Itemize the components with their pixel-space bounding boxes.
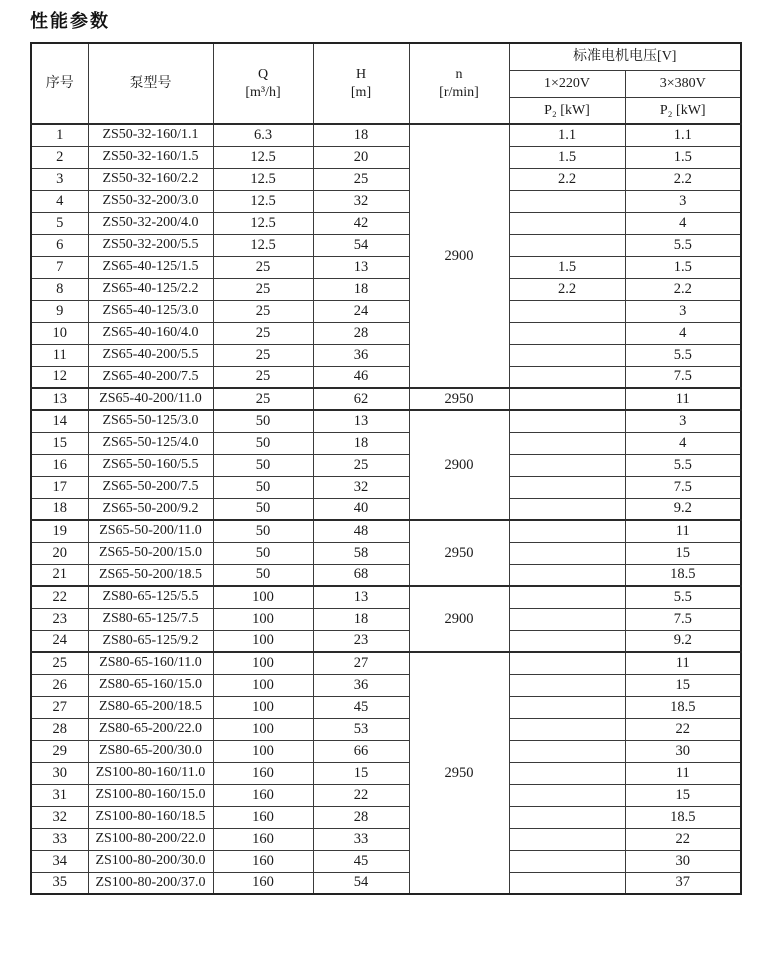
pump-model-cell: ZS50-32-200/5.5 bbox=[88, 234, 213, 256]
head-h-cell: 28 bbox=[313, 806, 409, 828]
table-row bbox=[31, 542, 741, 564]
head-h-cell: 68 bbox=[313, 564, 409, 586]
p2-380v-cell: 7.5 bbox=[625, 476, 741, 498]
p2-380v-cell: 30 bbox=[625, 740, 741, 762]
head-h-cell: 18 bbox=[313, 124, 409, 146]
table-row bbox=[31, 168, 741, 190]
col-header-flow bbox=[213, 43, 313, 124]
table-row bbox=[31, 498, 741, 520]
table-row bbox=[31, 608, 741, 630]
col-header-index: 序号 bbox=[31, 43, 88, 124]
row-index-cell: 2 bbox=[31, 146, 88, 168]
flow-q-cell: 50 bbox=[213, 410, 313, 432]
pump-model-cell: ZS65-40-125/1.5 bbox=[88, 256, 213, 278]
head-h-cell: 25 bbox=[313, 454, 409, 476]
pump-model-cell: ZS65-40-200/11.0 bbox=[88, 388, 213, 410]
flow-q-cell: 160 bbox=[213, 806, 313, 828]
p2-220v-cell bbox=[509, 366, 625, 388]
table-row bbox=[31, 850, 741, 872]
head-h-cell: 28 bbox=[313, 322, 409, 344]
table-row bbox=[31, 278, 741, 300]
p2-380v-cell: 18.5 bbox=[625, 696, 741, 718]
flow-q-cell: 25 bbox=[213, 278, 313, 300]
row-index-cell: 23 bbox=[31, 608, 88, 630]
p2-220v-cell bbox=[509, 872, 625, 894]
speed-n-cell: 2900 bbox=[409, 124, 509, 388]
p2-380v-cell: 37 bbox=[625, 872, 741, 894]
flow-q-cell: 100 bbox=[213, 586, 313, 608]
table-row bbox=[31, 124, 741, 146]
row-index-cell: 18 bbox=[31, 498, 88, 520]
row-index-cell: 24 bbox=[31, 630, 88, 652]
table-row bbox=[31, 476, 741, 498]
flow-q-cell: 50 bbox=[213, 520, 313, 542]
table-row bbox=[31, 652, 741, 674]
table-row bbox=[31, 300, 741, 322]
p2-220v-cell bbox=[509, 542, 625, 564]
col-header-220v: 1×220V bbox=[509, 70, 625, 97]
p2-380v-cell: 4 bbox=[625, 212, 741, 234]
flow-q-cell: 160 bbox=[213, 850, 313, 872]
table-row bbox=[31, 564, 741, 586]
p2-220v-cell bbox=[509, 652, 625, 674]
pump-model-cell: ZS80-65-125/5.5 bbox=[88, 586, 213, 608]
pump-model-cell: ZS100-80-200/30.0 bbox=[88, 850, 213, 872]
pump-model-cell: ZS65-40-200/5.5 bbox=[88, 344, 213, 366]
row-index-cell: 3 bbox=[31, 168, 88, 190]
p2-380v-cell: 1.1 bbox=[625, 124, 741, 146]
p2-220v-cell: 2.2 bbox=[509, 168, 625, 190]
pump-model-cell: ZS100-80-160/18.5 bbox=[88, 806, 213, 828]
flow-q-cell: 12.5 bbox=[213, 168, 313, 190]
head-h-cell: 46 bbox=[313, 366, 409, 388]
p2-380v-cell: 11 bbox=[625, 520, 741, 542]
speed-n-cell: 2950 bbox=[409, 652, 509, 894]
pump-model-cell: ZS100-80-160/11.0 bbox=[88, 762, 213, 784]
p2-380v-cell: 2.2 bbox=[625, 278, 741, 300]
p2-220v-cell bbox=[509, 234, 625, 256]
flow-q-cell: 50 bbox=[213, 564, 313, 586]
table-row bbox=[31, 256, 741, 278]
col-header-p2-220v: P₂ [kW] bbox=[509, 97, 625, 124]
flow-q-cell: 100 bbox=[213, 652, 313, 674]
table-row bbox=[31, 432, 741, 454]
p2-220v-cell bbox=[509, 498, 625, 520]
flow-q-cell: 12.5 bbox=[213, 212, 313, 234]
table-row bbox=[31, 410, 741, 432]
row-index-cell: 17 bbox=[31, 476, 88, 498]
p2-380v-cell: 30 bbox=[625, 850, 741, 872]
head-h-cell: 22 bbox=[313, 784, 409, 806]
row-index-cell: 22 bbox=[31, 586, 88, 608]
table-row bbox=[31, 190, 741, 212]
head-h-cell: 45 bbox=[313, 696, 409, 718]
p2-380v-cell: 7.5 bbox=[625, 366, 741, 388]
col-header-speed bbox=[409, 43, 509, 124]
flow-q-cell: 25 bbox=[213, 344, 313, 366]
head-h-cell: 18 bbox=[313, 608, 409, 630]
row-index-cell: 12 bbox=[31, 366, 88, 388]
table-row bbox=[31, 740, 741, 762]
table-row bbox=[31, 212, 741, 234]
head-h-cell: 27 bbox=[313, 652, 409, 674]
pump-model-cell: ZS65-40-125/2.2 bbox=[88, 278, 213, 300]
head-h-cell: 62 bbox=[313, 388, 409, 410]
pump-model-cell: ZS50-32-160/1.1 bbox=[88, 124, 213, 146]
p2-380v-cell: 18.5 bbox=[625, 806, 741, 828]
p2-220v-cell bbox=[509, 828, 625, 850]
p2-220v-cell: 1.1 bbox=[509, 124, 625, 146]
pump-model-cell: ZS80-65-200/22.0 bbox=[88, 718, 213, 740]
p2-380v-cell: 2.2 bbox=[625, 168, 741, 190]
table-row bbox=[31, 828, 741, 850]
row-index-cell: 28 bbox=[31, 718, 88, 740]
row-index-cell: 33 bbox=[31, 828, 88, 850]
row-index-cell: 29 bbox=[31, 740, 88, 762]
row-index-cell: 13 bbox=[31, 388, 88, 410]
row-index-cell: 8 bbox=[31, 278, 88, 300]
flow-q-cell: 50 bbox=[213, 454, 313, 476]
p2-220v-cell bbox=[509, 630, 625, 652]
p2-380v-cell: 5.5 bbox=[625, 586, 741, 608]
p2-380v-cell: 5.5 bbox=[625, 454, 741, 476]
pump-model-cell: ZS50-32-200/3.0 bbox=[88, 190, 213, 212]
row-index-cell: 16 bbox=[31, 454, 88, 476]
row-index-cell: 14 bbox=[31, 410, 88, 432]
head-h-cell: 25 bbox=[313, 168, 409, 190]
speed-n-cell: 2900 bbox=[409, 586, 509, 652]
pump-model-cell: ZS50-32-160/1.5 bbox=[88, 146, 213, 168]
table-row bbox=[31, 146, 741, 168]
flow-q-cell: 50 bbox=[213, 432, 313, 454]
pump-model-cell: ZS100-80-200/22.0 bbox=[88, 828, 213, 850]
head-h-cell: 15 bbox=[313, 762, 409, 784]
head-h-cell: 13 bbox=[313, 256, 409, 278]
pump-model-cell: ZS65-50-200/15.0 bbox=[88, 542, 213, 564]
head-h-cell: 13 bbox=[313, 410, 409, 432]
pump-model-cell: ZS50-32-160/2.2 bbox=[88, 168, 213, 190]
pump-model-cell: ZS65-50-200/11.0 bbox=[88, 520, 213, 542]
row-index-cell: 25 bbox=[31, 652, 88, 674]
row-index-cell: 32 bbox=[31, 806, 88, 828]
table-row bbox=[31, 696, 741, 718]
row-index-cell: 34 bbox=[31, 850, 88, 872]
flow-q-cell: 25 bbox=[213, 300, 313, 322]
flow-q-cell: 12.5 bbox=[213, 146, 313, 168]
table-body bbox=[31, 124, 741, 894]
p2-220v-cell: 1.5 bbox=[509, 146, 625, 168]
head-h-cell: 66 bbox=[313, 740, 409, 762]
p2-220v-cell bbox=[509, 806, 625, 828]
p2-380v-cell: 1.5 bbox=[625, 256, 741, 278]
p2-380v-cell: 11 bbox=[625, 762, 741, 784]
speed-symbol: n bbox=[455, 67, 463, 82]
col-header-head bbox=[313, 43, 409, 124]
flow-q-cell: 6.3 bbox=[213, 124, 313, 146]
pump-model-cell: ZS80-65-125/7.5 bbox=[88, 608, 213, 630]
performance-parameters-table bbox=[30, 42, 742, 895]
head-h-cell: 42 bbox=[313, 212, 409, 234]
flow-q-cell: 100 bbox=[213, 630, 313, 652]
row-index-cell: 19 bbox=[31, 520, 88, 542]
flow-q-cell: 100 bbox=[213, 674, 313, 696]
table-row bbox=[31, 234, 741, 256]
p2-380v-cell: 3 bbox=[625, 190, 741, 212]
row-index-cell: 4 bbox=[31, 190, 88, 212]
head-h-cell: 53 bbox=[313, 718, 409, 740]
p2-220v-cell bbox=[509, 718, 625, 740]
pump-model-cell: ZS65-50-125/4.0 bbox=[88, 432, 213, 454]
pump-model-cell: ZS65-50-200/7.5 bbox=[88, 476, 213, 498]
head-h-cell: 33 bbox=[313, 828, 409, 850]
head-symbol: H bbox=[355, 67, 367, 82]
p2-220v-cell bbox=[509, 740, 625, 762]
flow-q-cell: 25 bbox=[213, 322, 313, 344]
row-index-cell: 7 bbox=[31, 256, 88, 278]
speed-n-cell: 2900 bbox=[409, 410, 509, 520]
head-h-cell: 58 bbox=[313, 542, 409, 564]
p2-220v-cell bbox=[509, 454, 625, 476]
p2-220v-cell bbox=[509, 696, 625, 718]
row-index-cell: 26 bbox=[31, 674, 88, 696]
flow-q-cell: 12.5 bbox=[213, 190, 313, 212]
p2-220v-cell bbox=[509, 608, 625, 630]
row-index-cell: 9 bbox=[31, 300, 88, 322]
flow-q-cell: 25 bbox=[213, 388, 313, 410]
head-h-cell: 32 bbox=[313, 190, 409, 212]
pump-model-cell: ZS65-50-125/3.0 bbox=[88, 410, 213, 432]
p2-380v-cell: 22 bbox=[625, 718, 741, 740]
p2-220v-cell: 2.2 bbox=[509, 278, 625, 300]
speed-n-cell: 2950 bbox=[409, 520, 509, 586]
p2-380v-cell: 4 bbox=[625, 322, 741, 344]
p2-380v-cell: 18.5 bbox=[625, 564, 741, 586]
row-index-cell: 10 bbox=[31, 322, 88, 344]
head-h-cell: 32 bbox=[313, 476, 409, 498]
p2-220v-cell bbox=[509, 388, 625, 410]
pump-model-cell: ZS65-50-200/18.5 bbox=[88, 564, 213, 586]
p2-220v-cell bbox=[509, 762, 625, 784]
head-h-cell: 54 bbox=[313, 234, 409, 256]
p2-220v-cell bbox=[509, 586, 625, 608]
table-row bbox=[31, 520, 741, 542]
p2-220v-cell bbox=[509, 432, 625, 454]
row-index-cell: 11 bbox=[31, 344, 88, 366]
row-index-cell: 35 bbox=[31, 872, 88, 894]
pump-model-cell: ZS65-40-200/7.5 bbox=[88, 366, 213, 388]
p2-380v-cell: 5.5 bbox=[625, 344, 741, 366]
table-row bbox=[31, 806, 741, 828]
table-row bbox=[31, 366, 741, 388]
flow-q-cell: 160 bbox=[213, 872, 313, 894]
p2-220v-cell bbox=[509, 344, 625, 366]
flow-q-cell: 50 bbox=[213, 476, 313, 498]
pump-model-cell: ZS80-65-160/15.0 bbox=[88, 674, 213, 696]
flow-q-cell: 25 bbox=[213, 256, 313, 278]
p2-220v-cell bbox=[509, 784, 625, 806]
flow-q-cell: 100 bbox=[213, 740, 313, 762]
row-index-cell: 31 bbox=[31, 784, 88, 806]
flow-q-cell: 160 bbox=[213, 828, 313, 850]
flow-q-cell: 100 bbox=[213, 696, 313, 718]
table-row bbox=[31, 630, 741, 652]
row-index-cell: 1 bbox=[31, 124, 88, 146]
p2-220v-cell bbox=[509, 850, 625, 872]
head-h-cell: 23 bbox=[313, 630, 409, 652]
p2-380v-cell: 5.5 bbox=[625, 234, 741, 256]
flow-q-cell: 160 bbox=[213, 784, 313, 806]
p2-220v-cell bbox=[509, 190, 625, 212]
p2-380v-cell: 4 bbox=[625, 432, 741, 454]
table-header bbox=[31, 43, 741, 124]
pump-model-cell: ZS100-80-200/37.0 bbox=[88, 872, 213, 894]
row-index-cell: 30 bbox=[31, 762, 88, 784]
pump-model-cell: ZS80-65-125/9.2 bbox=[88, 630, 213, 652]
p2-380v-cell: 22 bbox=[625, 828, 741, 850]
head-h-cell: 24 bbox=[313, 300, 409, 322]
head-h-cell: 20 bbox=[313, 146, 409, 168]
pump-model-cell: ZS65-40-125/3.0 bbox=[88, 300, 213, 322]
table-row bbox=[31, 344, 741, 366]
pump-model-cell: ZS65-40-160/4.0 bbox=[88, 322, 213, 344]
col-header-model: 泵型号 bbox=[88, 43, 213, 124]
flow-q-cell: 50 bbox=[213, 542, 313, 564]
flow-q-cell: 100 bbox=[213, 718, 313, 740]
p2-220v-cell: 1.5 bbox=[509, 256, 625, 278]
col-header-voltage-group: 标准电机电压[V] bbox=[509, 43, 741, 70]
table-row bbox=[31, 674, 741, 696]
head-h-cell: 36 bbox=[313, 344, 409, 366]
col-header-p2-380v: P₂ [kW] bbox=[625, 97, 741, 124]
p2-220v-cell bbox=[509, 212, 625, 234]
head-unit: [m] bbox=[350, 84, 372, 100]
table-row bbox=[31, 322, 741, 344]
row-index-cell: 15 bbox=[31, 432, 88, 454]
pump-model-cell: ZS65-50-160/5.5 bbox=[88, 454, 213, 476]
pump-model-cell: ZS80-65-200/30.0 bbox=[88, 740, 213, 762]
p2-380v-cell: 9.2 bbox=[625, 498, 741, 520]
p2-380v-cell: 3 bbox=[625, 300, 741, 322]
flow-q-cell: 100 bbox=[213, 608, 313, 630]
table-row bbox=[31, 762, 741, 784]
p2-380v-cell: 3 bbox=[625, 410, 741, 432]
head-h-cell: 54 bbox=[313, 872, 409, 894]
head-h-cell: 48 bbox=[313, 520, 409, 542]
p2-380v-cell: 15 bbox=[625, 542, 741, 564]
p2-380v-cell: 11 bbox=[625, 652, 741, 674]
p2-380v-cell: 7.5 bbox=[625, 608, 741, 630]
head-h-cell: 18 bbox=[313, 432, 409, 454]
col-header-380v: 3×380V bbox=[625, 70, 741, 97]
p2-380v-cell: 15 bbox=[625, 674, 741, 696]
row-index-cell: 21 bbox=[31, 564, 88, 586]
row-index-cell: 6 bbox=[31, 234, 88, 256]
p2-220v-cell bbox=[509, 520, 625, 542]
p2-380v-cell: 11 bbox=[625, 388, 741, 410]
head-h-cell: 13 bbox=[313, 586, 409, 608]
row-index-cell: 20 bbox=[31, 542, 88, 564]
row-index-cell: 27 bbox=[31, 696, 88, 718]
flow-q-cell: 160 bbox=[213, 762, 313, 784]
pump-model-cell: ZS80-65-200/18.5 bbox=[88, 696, 213, 718]
pump-model-cell: ZS100-80-160/15.0 bbox=[88, 784, 213, 806]
pump-model-cell: ZS65-50-200/9.2 bbox=[88, 498, 213, 520]
p2-220v-cell bbox=[509, 410, 625, 432]
flow-symbol: Q bbox=[257, 67, 269, 82]
table-row bbox=[31, 454, 741, 476]
head-h-cell: 45 bbox=[313, 850, 409, 872]
flow-unit: [m³/h] bbox=[245, 84, 281, 100]
p2-380v-cell: 1.5 bbox=[625, 146, 741, 168]
table-row bbox=[31, 388, 741, 410]
pump-model-cell: ZS80-65-160/11.0 bbox=[88, 652, 213, 674]
flow-q-cell: 25 bbox=[213, 366, 313, 388]
p2-220v-cell bbox=[509, 564, 625, 586]
speed-n-cell: 2950 bbox=[409, 388, 509, 410]
p2-380v-cell: 15 bbox=[625, 784, 741, 806]
pump-model-cell: ZS50-32-200/4.0 bbox=[88, 212, 213, 234]
table-row bbox=[31, 718, 741, 740]
head-h-cell: 36 bbox=[313, 674, 409, 696]
head-h-cell: 40 bbox=[313, 498, 409, 520]
flow-q-cell: 50 bbox=[213, 498, 313, 520]
table-row bbox=[31, 784, 741, 806]
page-title: 性能参数 bbox=[30, 11, 110, 31]
p2-220v-cell bbox=[509, 322, 625, 344]
speed-unit: [r/min] bbox=[439, 84, 479, 100]
head-h-cell: 18 bbox=[313, 278, 409, 300]
p2-380v-cell: 9.2 bbox=[625, 630, 741, 652]
p2-220v-cell bbox=[509, 300, 625, 322]
p2-220v-cell bbox=[509, 476, 625, 498]
p2-220v-cell bbox=[509, 674, 625, 696]
table-row bbox=[31, 872, 741, 894]
table-row bbox=[31, 586, 741, 608]
flow-q-cell: 12.5 bbox=[213, 234, 313, 256]
row-index-cell: 5 bbox=[31, 212, 88, 234]
